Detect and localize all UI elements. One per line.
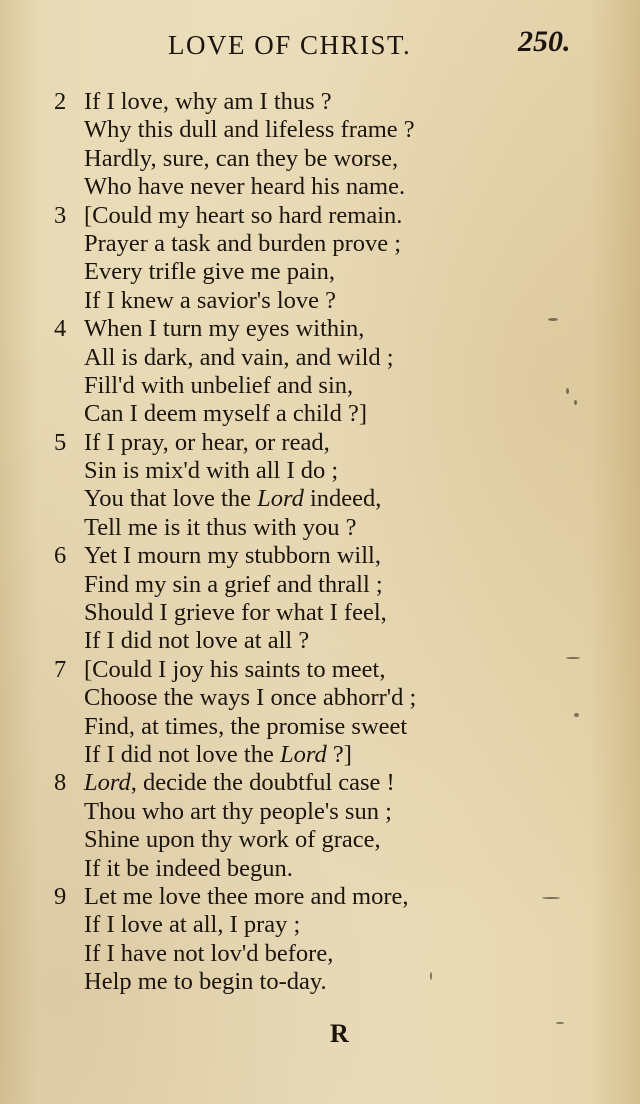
- verse-line: [54, 599, 594, 627]
- verse-line: [54, 344, 594, 372]
- verse-line: [54, 258, 594, 286]
- verse-line-text: [Could I joy his saints to meet,: [84, 655, 386, 683]
- verse-line-text: If I have not lov'd before,: [84, 939, 334, 967]
- verse-line-text: Find, at times, the promise sweet: [84, 712, 408, 740]
- verse-line-text: Thou who art thy people's sun ;: [84, 797, 392, 825]
- verse-line: [54, 940, 594, 968]
- verse-line: [54, 202, 594, 230]
- verse-line-text: Choose the ways I once abhorr'd ;: [84, 684, 417, 712]
- verse-line: [54, 173, 594, 201]
- verse-line-text: If I love at all, I pray ;: [84, 911, 301, 939]
- paper-speck: [566, 657, 580, 659]
- paper-speck: [430, 972, 432, 980]
- verse-line-text: All is dark, and vain, and wild ;: [84, 343, 394, 371]
- stanza-number: 3: [54, 201, 67, 229]
- stanza-number: 4: [54, 315, 67, 343]
- stanza: [54, 202, 594, 316]
- verse-line-text: Why this dull and lifeless frame ?: [84, 116, 415, 144]
- stanza-number: 7: [54, 655, 67, 683]
- stanza: [54, 883, 594, 997]
- verse-line-text: If I pray, or hear, or read,: [84, 428, 330, 456]
- verse-line: [54, 911, 594, 939]
- verse-line-text: Should I grieve for what I feel,: [84, 599, 387, 627]
- verse-line-text: Shine upon thy work of grace,: [84, 826, 381, 854]
- verse-line: [54, 968, 594, 996]
- verse-line: [54, 627, 594, 655]
- verse-line: [54, 826, 594, 854]
- stanza-number: 6: [54, 542, 67, 570]
- verse-line-text: Fill'd with unbelief and sin,: [84, 371, 354, 399]
- paper-speck: [542, 897, 560, 899]
- verse-line-text: You that love the Lord indeed,: [84, 485, 382, 513]
- verse-line-text: When I turn my eyes within,: [84, 315, 365, 343]
- verse-line-text: Prayer a task and burden prove ;: [84, 229, 402, 257]
- verse-line-text: Hardly, sure, can they be worse,: [84, 144, 399, 172]
- verse-line: [54, 400, 594, 428]
- verse-line-text: If I did not love at all ?: [84, 627, 310, 655]
- verse-line: [54, 798, 594, 826]
- verse-line-text: Let me love thee more and more,: [84, 882, 409, 910]
- verse-line-text: [Could my heart so hard remain.: [84, 201, 403, 229]
- catchword: R: [330, 1019, 349, 1048]
- stanza: [54, 542, 594, 656]
- stanza-number: 9: [54, 882, 67, 910]
- page-number: 250.: [518, 25, 571, 58]
- verse-line-text: If I knew a savior's love ?: [84, 286, 337, 314]
- verse-line-text: Every trifle give me pain,: [84, 258, 336, 286]
- verse-line: [54, 514, 594, 542]
- verse-line: [54, 713, 594, 741]
- verse-line-text: Help me to begin to-day.: [84, 968, 327, 996]
- paper-speck: [574, 713, 579, 717]
- verse-line: [54, 769, 594, 797]
- verse-line-text: Can I deem myself a child ?]: [84, 400, 368, 428]
- stanza-number: 5: [54, 428, 67, 456]
- verse-line: [54, 116, 594, 144]
- verse-line: [54, 287, 594, 315]
- verse-line-text: Who have never heard his name.: [84, 173, 406, 201]
- paper-speck: [574, 400, 577, 405]
- paper-speck: [566, 388, 569, 394]
- verse-line: [54, 145, 594, 173]
- running-head: LOVE OF CHRIST.: [168, 30, 412, 60]
- verse-line-text: Tell me is it thus with you ?: [84, 513, 357, 541]
- verse-line: [54, 457, 594, 485]
- verse-line: [54, 656, 594, 684]
- verse-line-text: If it be indeed begun.: [84, 854, 293, 882]
- stanza-number: 8: [54, 769, 67, 797]
- stanza: [54, 429, 594, 543]
- stanza: [54, 88, 594, 202]
- verse-line: [54, 741, 594, 769]
- verse-line-text: Sin is mix'd with all I do ;: [84, 457, 339, 485]
- stanza: [54, 656, 594, 770]
- stanza: [54, 315, 594, 429]
- verse-line-text: If I did not love the Lord ?]: [84, 740, 352, 768]
- verse-line: [54, 372, 594, 400]
- paper-speck: [556, 1022, 564, 1024]
- verse-line: [54, 88, 594, 116]
- verse-line: [54, 855, 594, 883]
- verse-line: [54, 684, 594, 712]
- stanza-number: 2: [54, 88, 67, 115]
- verse-line: [54, 542, 594, 570]
- verse-line: [54, 485, 594, 513]
- verse-line: [54, 315, 594, 343]
- hymn-text: [54, 88, 594, 997]
- verse-line-text: Lord, decide the doubtful case !: [84, 769, 395, 797]
- verse-line: [54, 571, 594, 599]
- verse-line: [54, 429, 594, 457]
- verse-line: [54, 230, 594, 258]
- verse-line: [54, 883, 594, 911]
- verse-line-text: Yet I mourn my stubborn will,: [84, 542, 381, 570]
- verse-line-text: If I love, why am I thus ?: [84, 88, 332, 115]
- verse-line-text: Find my sin a grief and thrall ;: [84, 570, 383, 598]
- paper-speck: [548, 318, 558, 321]
- stanza: [54, 769, 594, 883]
